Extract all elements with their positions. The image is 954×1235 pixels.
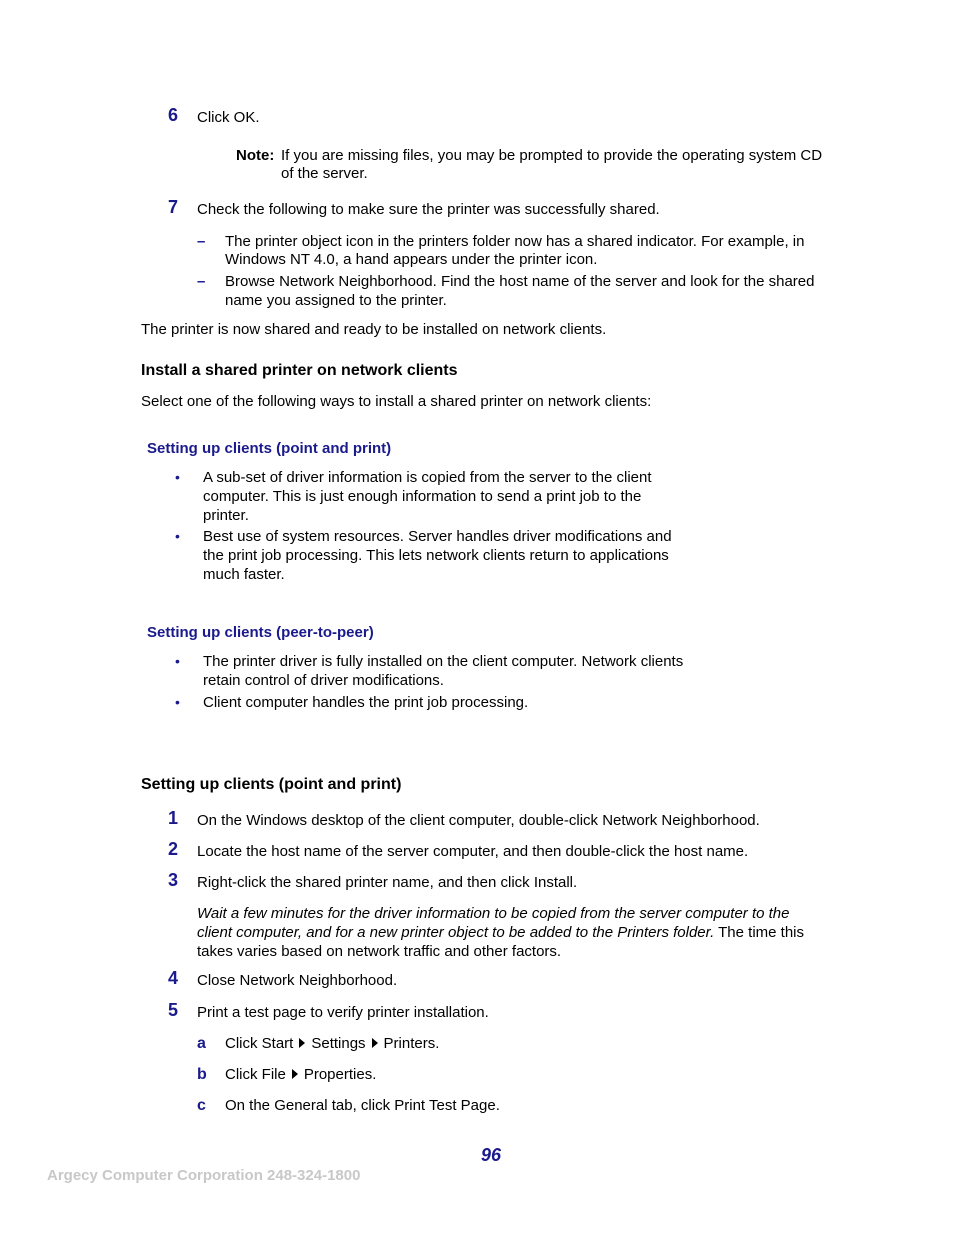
subsection-heading: Setting up clients (peer-to-peer) (147, 624, 374, 641)
check-text: name you assigned to the printer. (225, 292, 447, 309)
substep-letter: c (197, 1097, 206, 1114)
note-label: Note: (236, 147, 275, 164)
menu-path-part: Click Start (225, 1035, 294, 1052)
menu-path-part: Click File (225, 1066, 286, 1083)
substep-text (225, 1065, 376, 1084)
step-number: 6 (168, 105, 179, 125)
bullet-text: The printer driver is fully installed on the client computer. Network clients (203, 653, 684, 670)
bullet-text: Client computer handles the print job processing. (203, 694, 529, 711)
dash-marker: – (197, 233, 206, 250)
bullet-text: much faster. (203, 566, 285, 583)
step-text: Right-click the shared printer name, and then click Install. (197, 874, 578, 891)
bullet-text: computer. This is just enough information to send a print job to the (203, 488, 642, 505)
bullet-text: retain control of driver modifications. (203, 672, 444, 689)
check-text: Browse Network Neighborhood. Find the host name of the server and look for the shared (225, 273, 815, 290)
bullet-text: the print job processing. This lets network clients return to applications (203, 547, 669, 564)
note-text: of the server. (281, 165, 368, 182)
wait-note-normal: The time this (714, 924, 805, 941)
wait-note (197, 923, 804, 942)
wait-note-italic: Wait a few minutes for the driver information to be copied from the server computer to the (197, 905, 790, 922)
step-text: Print a test page to verify printer installation. (197, 1004, 489, 1021)
arrow-right-icon (292, 1069, 298, 1079)
page-number: 96 (481, 1145, 502, 1165)
note-text: If you are missing files, you may be prompted to provide the operating system CD (281, 147, 823, 164)
step-number: 4 (168, 968, 179, 988)
bullet-icon: • (175, 653, 180, 669)
footer-text: Argecy Computer Corporation 248-324-1800 (47, 1167, 361, 1184)
bullet-text: Best use of system resources. Server handles driver modifications and (203, 528, 672, 545)
paragraph: Select one of the following ways to install a shared printer on network clients: (141, 393, 652, 410)
step-text: Check the following to make sure the printer was successfully shared. (197, 201, 660, 218)
wait-note: takes varies based on network traffic and other factors. (197, 943, 562, 960)
step-text: Close Network Neighborhood. (197, 972, 398, 989)
step-text: On the Windows desktop of the client computer, double-click Network Neighborhood. (197, 812, 760, 829)
step-text: Click OK. (197, 109, 260, 126)
substep-letter: a (197, 1035, 206, 1052)
bullet-icon: • (175, 469, 180, 485)
section-heading: Install a shared printer on network clients (141, 362, 458, 379)
dash-marker: – (197, 273, 206, 290)
subsection-heading: Setting up clients (point and print) (147, 440, 392, 457)
wait-note (197, 904, 790, 923)
paragraph: The printer is now shared and ready to be installed on network clients. (141, 321, 607, 338)
menu-path-part: Printers. (383, 1035, 440, 1052)
arrow-right-icon (299, 1038, 305, 1048)
arrow-right-icon (372, 1038, 378, 1048)
check-text: The printer object icon in the printers folder now has a shared indicator. For example, in (225, 233, 805, 250)
substep-letter: b (197, 1066, 207, 1083)
step-number: 3 (168, 870, 179, 890)
step-number: 5 (168, 1000, 179, 1020)
menu-path-part: Settings (311, 1035, 366, 1052)
wait-note-italic: client computer, and for a new printer object to be added to the Printers folder. (197, 924, 715, 941)
bullet-icon: • (175, 694, 180, 710)
bullet-icon: • (175, 528, 180, 544)
check-text: Windows NT 4.0, a hand appears under the printer icon. (225, 251, 598, 268)
menu-path-part: Properties. (303, 1066, 377, 1083)
bullet-text: A sub-set of driver information is copied from the server to the client (203, 469, 652, 486)
substep-text (225, 1034, 439, 1053)
section-heading: Setting up clients (point and print) (141, 776, 402, 793)
step-text: Locate the host name of the server computer, and then double-click the host name. (197, 843, 749, 860)
step-number: 1 (168, 808, 179, 828)
bullet-text: printer. (203, 507, 249, 524)
substep-text: On the General tab, click Print Test Page. (225, 1097, 500, 1114)
step-number: 2 (168, 839, 179, 859)
step-number: 7 (168, 197, 179, 217)
